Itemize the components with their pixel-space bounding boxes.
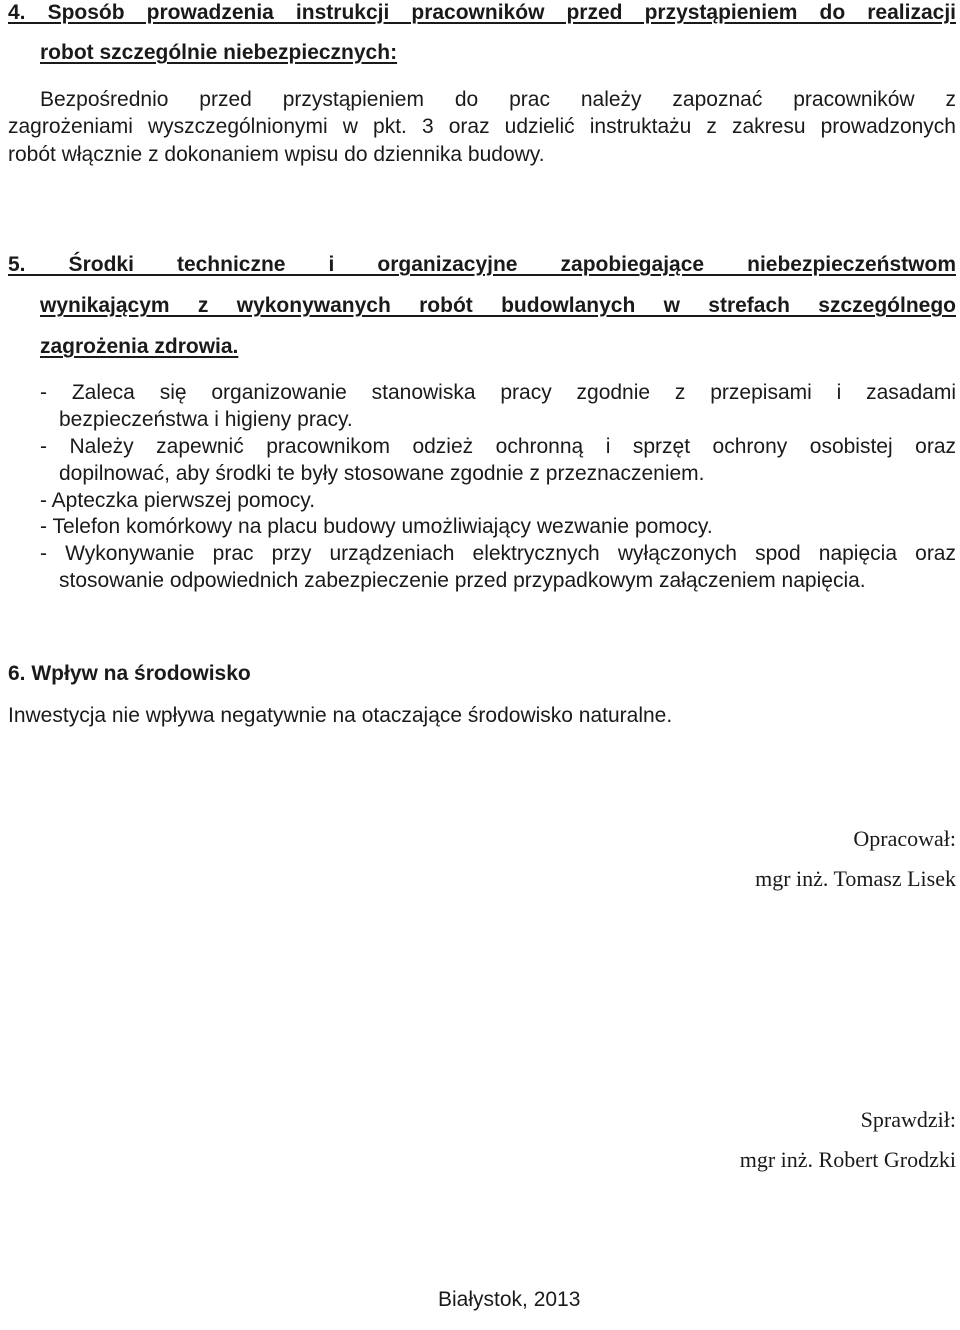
list-item-4: - Telefon komórkowy na placu budowy umożliwiający wezwanie pomocy. (40, 515, 713, 538)
section-5-title-line-1: 5. Środki techniczne i organizacyjne zapobiegające niebezpieczeństwom (8, 253, 956, 276)
list-item-1-line-1: - Zaleca się organizowanie stanowiska pracy zgodnie z przepisami i zasadami (40, 381, 956, 404)
checked-by-name: mgr inż. Robert Grodzki (739, 1147, 956, 1172)
footer-place-date: Białystok, 2013 (438, 1288, 581, 1311)
section-4-paragraph-line-1: Bezpośrednio przed przystąpieniem do prac należy zapoznać pracowników z (40, 88, 956, 111)
list-item-2-line-1: - Należy zapewnić pracownikom odzież ochronną i sprzęt ochrony osobistej oraz (40, 435, 956, 458)
section-4-paragraph-line-3: robót włącznie z dokonaniem wpisu do dziennika budowy. (8, 143, 545, 166)
list-item-5-line-1: - Wykonywanie prac przy urządzeniach elektrycznych wyłączonych spod napięcia oraz (40, 542, 956, 565)
section-4-title-line-2: robot szczególnie niebezpiecznych: (40, 41, 398, 64)
list-item-5-line-2: stosowanie odpowiednich zabezpieczenie przed przypadkowym załączeniem napięcia. (59, 569, 866, 592)
section-6-title: 6. Wpływ na środowisko (8, 662, 251, 685)
section-5-title-line-2: wynikającym z wykonywanych robót budowlanych w strefach szczególnego (40, 294, 956, 317)
list-item-1-line-2: bezpieczeństwa i higieny pracy. (59, 408, 353, 431)
section-5-title-line-3: zagrożenia zdrowia. (40, 335, 239, 358)
section-4-title-line-1: 4. Sposób prowadzenia instrukcji pracowników przed przystąpieniem do realizacji (8, 1, 956, 24)
section-4-paragraph-line-2: zagrożeniami wyszczególnionymi w pkt. 3 oraz udzielić instruktażu z zakresu prowadzonych (8, 115, 956, 138)
checked-by-label: Sprawdził: (860, 1107, 956, 1132)
prepared-by-label: Opracował: (853, 826, 956, 851)
list-item-2-line-2: dopilnować, aby środki te były stosowane zgodnie z przeznaczeniem. (59, 462, 705, 485)
prepared-by-name: mgr inż. Tomasz Lisek (755, 866, 956, 891)
section-6-text: Inwestycja nie wpływa negatywnie na otaczające środowisko naturalne. (8, 704, 673, 727)
list-item-3: - Apteczka pierwszej pomocy. (40, 489, 316, 512)
